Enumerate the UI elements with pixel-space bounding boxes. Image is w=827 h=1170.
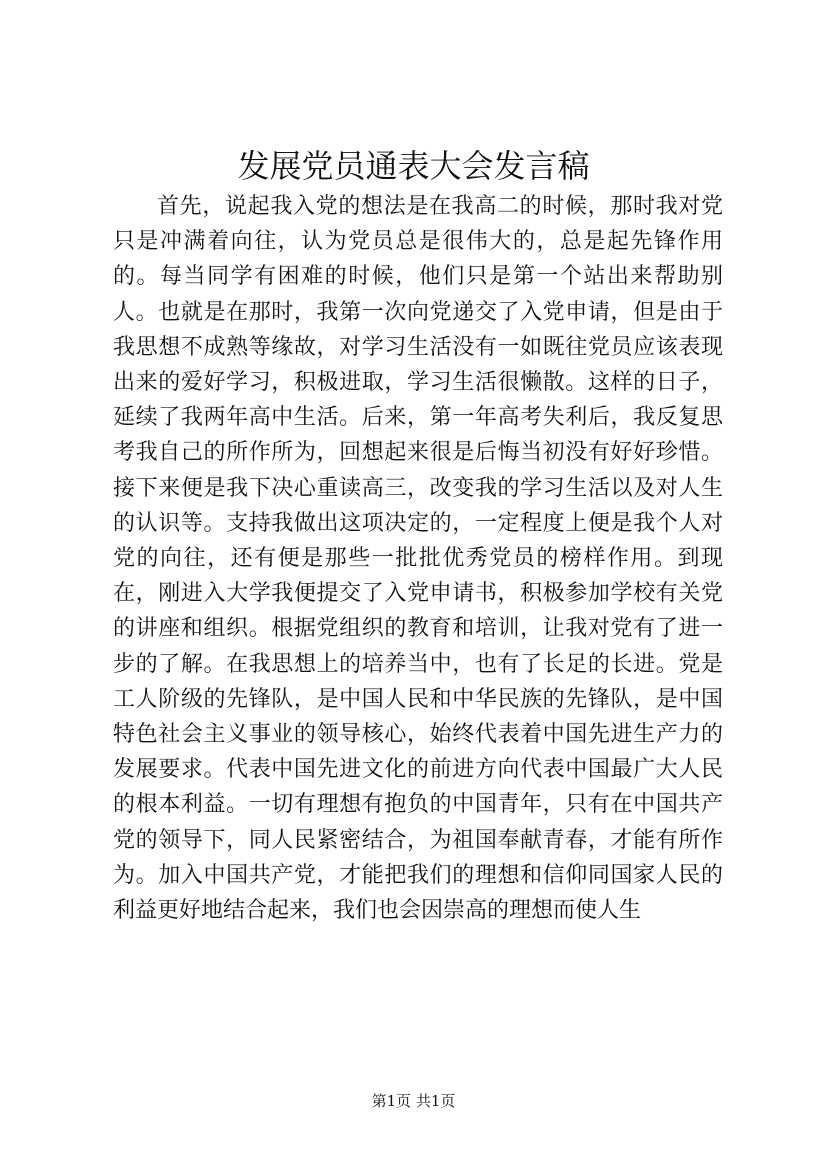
body-paragraph: 首先，说起我入党的想法是在我高二的时候，那时我对党只是冲满着向往，认为党员总是很伟大的，总是起先锋作用的。每当同学有困难的时候，他们只是第一个站出来帮助别人。也就是在那时，我第一次向党递交了入党申请，但是由于我思想不成熟等缘故，对学习生活没有一如既往党员应该表现出来的爱好学习，积极进取，学习生活很懒散。这样的日子，延续了我两年高中生活。后来，第一年高考失利后，我反复思考我自己的所作所为，回想起来很是后悔当初没有好好珍惜。接下来便是我下决心重读高三，改变我的学习生活以及对人生的认识等。支持我做出这项决定的，一定程度上便是我个人对党的向往，还有便是那些一批批优秀党员的榜样作用。到现在，刚进入大学我便提交了入党申请书，积极参加学校有关党的讲座和组织。根据党组织的教育和培训，让我对党有了进一步的了解。在我思想上的培养当中，也有了长足的长进。党是工人阶级的先锋队，是中国人民和中华民族的先锋队，是中国特色社会主义事业的领导核心，始终代表着中国先进生产力的发展要求。代表中国先进文化的前进方向代表中国最广大人民的根本利益。一切有理想有抱负的中国青年，只有在中国共产党的领导下，同人民紧密结合，为祖国奉献青春，才能有所作为。加入中国共产党，才能把我们的理想和信仰同国家人民的利益更好地结合起来，我们也会因崇高的理想而使人生	[113, 194, 723, 924]
document-title: 发展党员通表大会发言稿	[237, 147, 590, 185]
page-footer: 第1页 共1页	[371, 1092, 456, 1110]
